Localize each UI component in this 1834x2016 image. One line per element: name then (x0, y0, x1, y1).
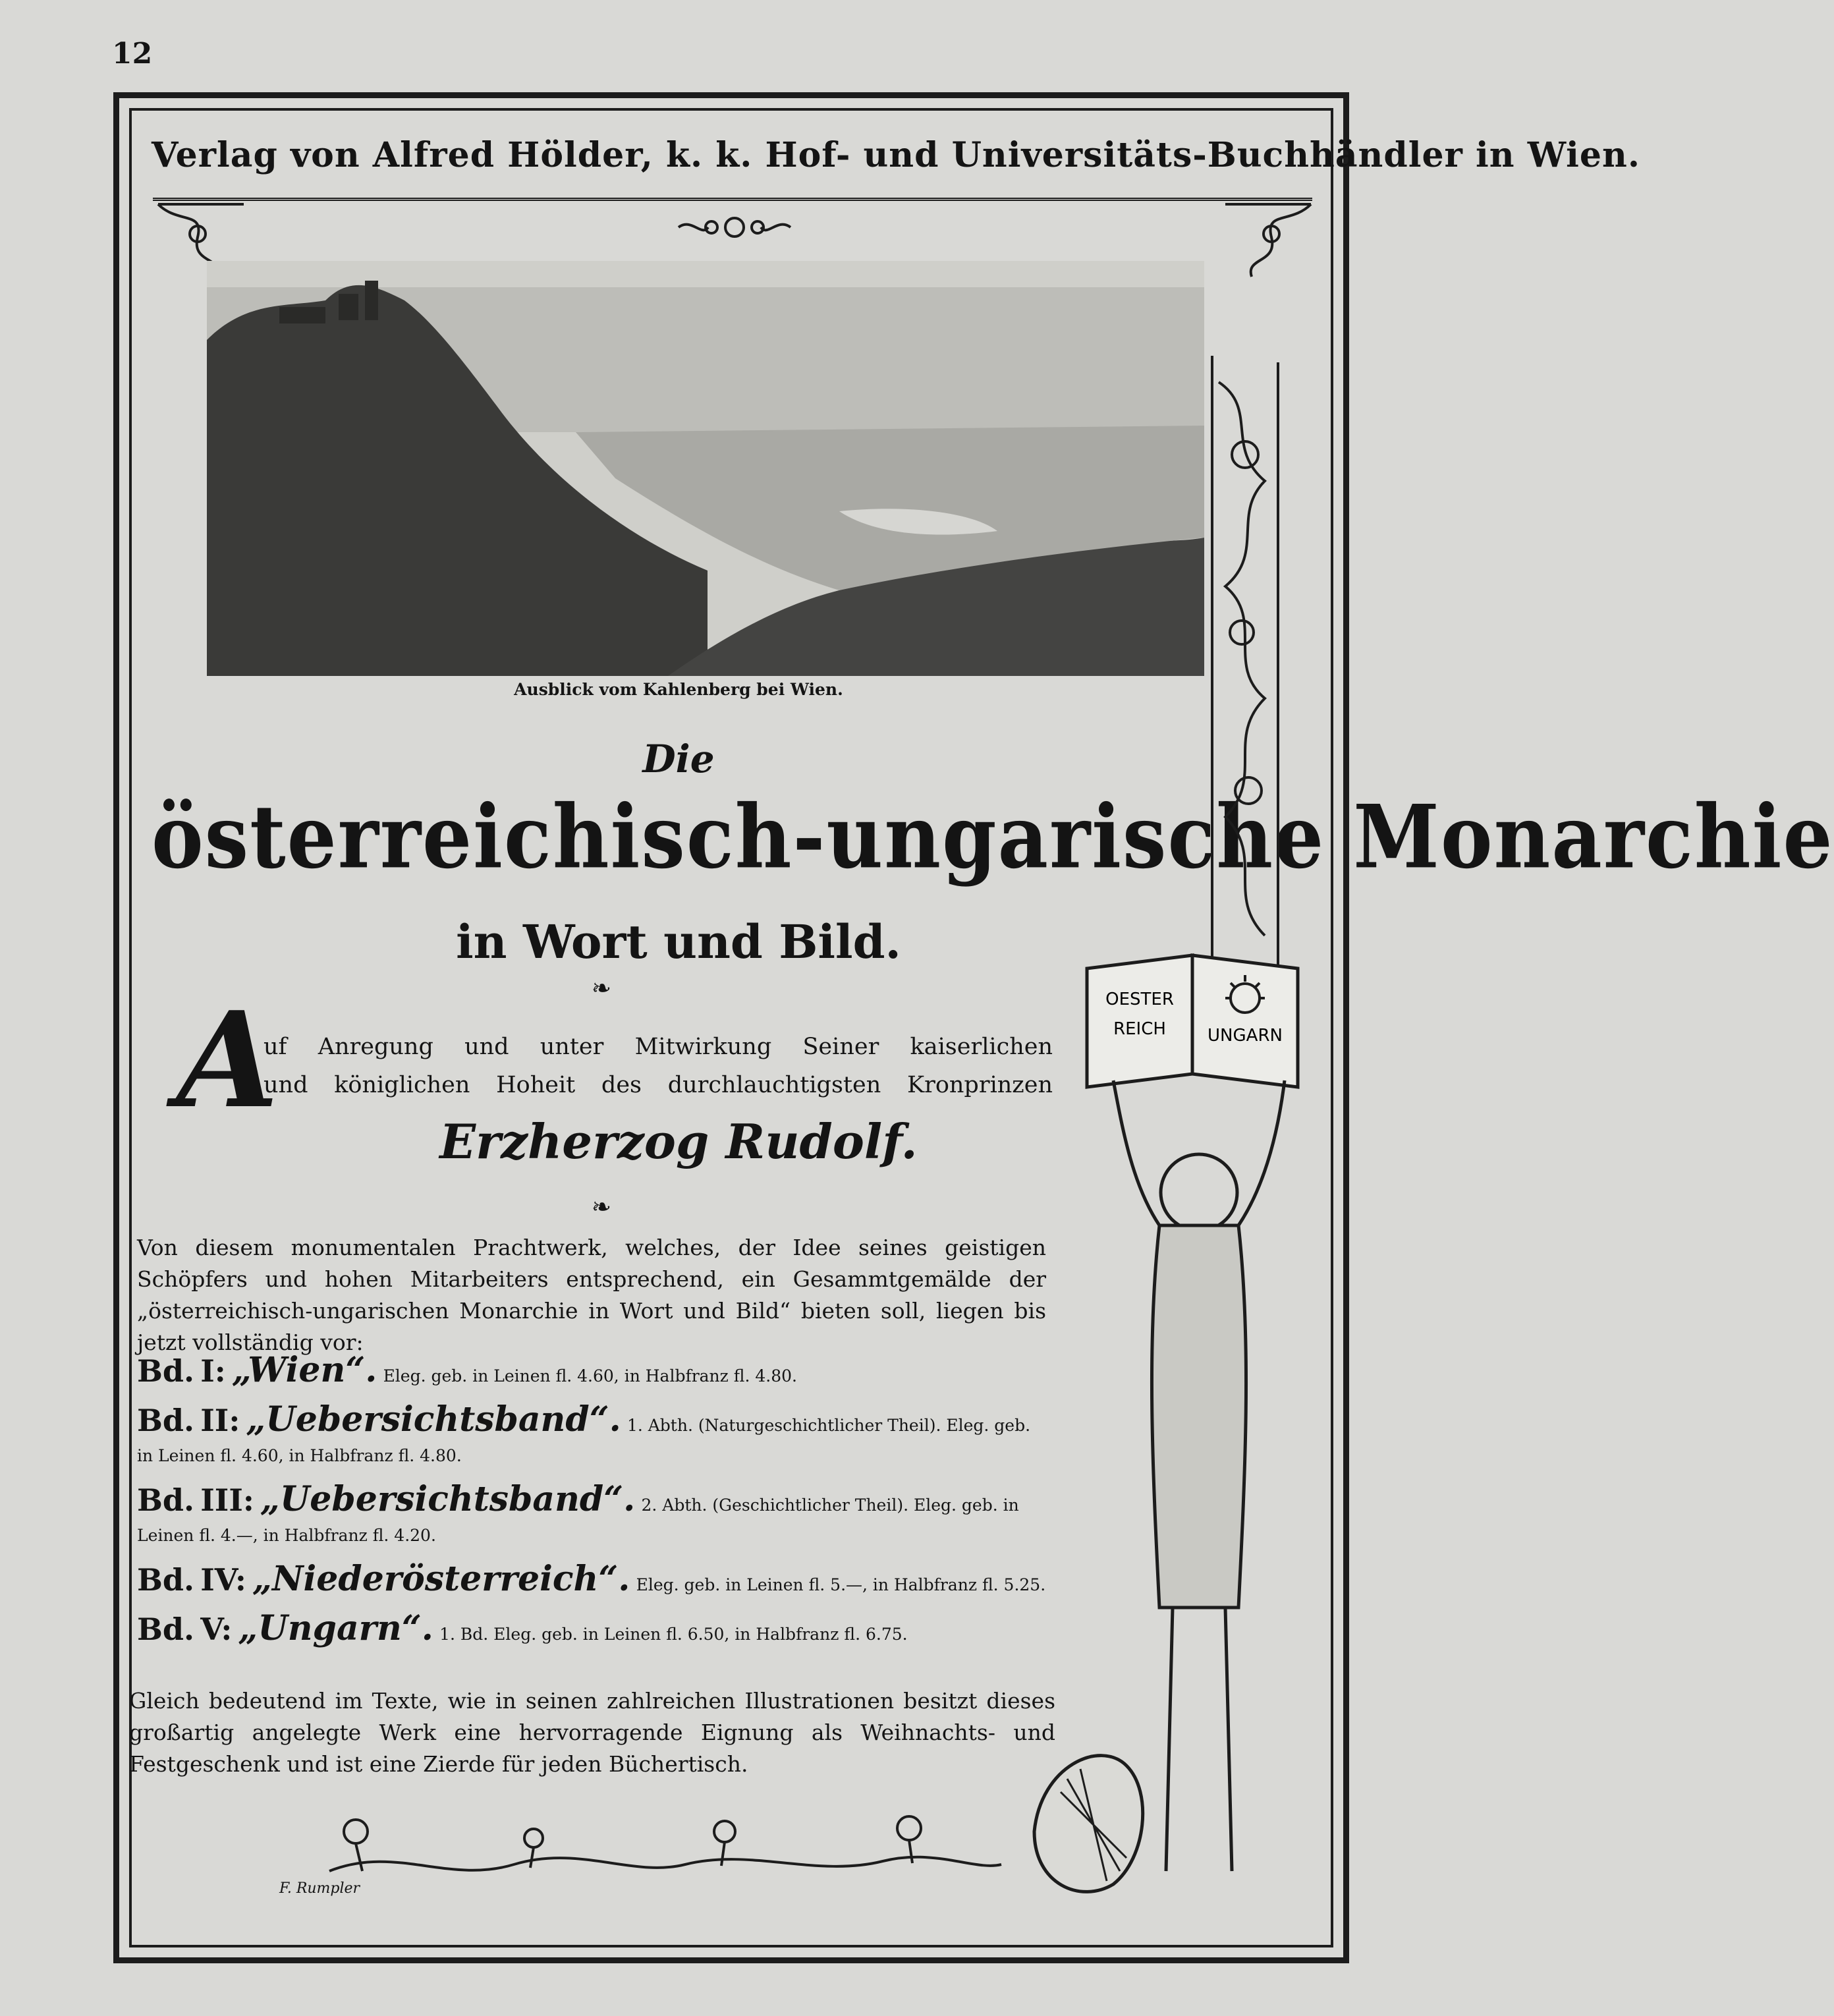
volume-details: 1. Bd. Eleg. geb. in Leinen fl. 6.50, in Halbfranz fl. 6.75. (439, 1625, 908, 1644)
landscape-illustration (207, 261, 1204, 676)
publisher-line: Verlag von Alfred Hölder, k. k. Hof- und Universitäts-Buchhändler in Wien. (152, 135, 1640, 175)
center-ornament-icon (679, 218, 791, 237)
closing-paragraph: Gleich bedeutend im Texte, wie in seinen zahlreichen Illustrationen besitzt dieses großartig angelegte Werk eine hervorragende Eignung als Weihnachts- und Festgeschenk und ist eine Zierde für jeden Büchertisch. (129, 1688, 1055, 1777)
volume-title: „Uebersichtsband“. (260, 1479, 636, 1519)
volume-list (137, 1350, 1046, 1664)
fleuron-icon: ❧ (591, 1194, 612, 1221)
book-text-right-1: UNGARN (1208, 1026, 1283, 1046)
volume-item (137, 1479, 1046, 1550)
book-text-left-1: OESTER (1105, 990, 1174, 1009)
volume-label: Bd. (137, 1611, 195, 1647)
artist-signature: F. Rumpler (279, 1880, 360, 1897)
volume-title: „Uebersichtsband“. (246, 1399, 621, 1440)
volume-details: Eleg. geb. in Leinen fl. 5.—, in Halbfranz fl. 5.25. (636, 1575, 1046, 1594)
description-paragraph: Von diesem monumentalen Prachtwerk, welches, der Idee seines geistigen Schöpfers und hohen Mitarbeiters entsprechend, ein Gesammtgemälde der „österreichisch-ungarischen Monarchie in Wort und Bild“ bieten soll, liegen bis jetzt vollständig vor: (137, 1235, 1046, 1355)
volume-details: Eleg. geb. in Leinen fl. 4.60, in Halbfranz fl. 4.80. (383, 1366, 797, 1386)
volume-details: 1. Abth. (Naturgeschichtlicher Theil). Eleg. geb. in Leinen fl. 4.60, in Halbfranz fl. 4.80. (137, 1416, 1031, 1465)
illustration-caption: Ausblick vom Kahlenberg bei Wien. (514, 680, 843, 699)
title-subtitle: in Wort und Bild. (456, 914, 901, 969)
volume-numeral: II: (200, 1403, 240, 1438)
volume-item (137, 1608, 1046, 1649)
title-article: Die (642, 737, 715, 781)
volume-details: 2. Abth. (Geschichtlicher Theil). Eleg. geb. in Leinen fl. 4.—, in Halbfranz fl. 4.20. (137, 1496, 1019, 1545)
volume-numeral: I: (200, 1353, 226, 1389)
volume-label: Bd. (137, 1403, 195, 1438)
volume-title: „Ungarn“. (238, 1608, 433, 1648)
intro-text (264, 1028, 1053, 1104)
kahlenberg-view-icon (207, 261, 1204, 676)
volume-numeral: III: (200, 1482, 254, 1518)
volume-item (137, 1399, 1046, 1470)
fleuron-icon: ❧ (591, 975, 612, 1002)
volume-title: „Niederösterreich“. (252, 1559, 630, 1599)
volume-item (137, 1350, 1046, 1391)
allegorical-figure-icon (1061, 356, 1324, 1937)
volume-title: „Wien“. (232, 1350, 377, 1390)
volume-numeral: IV: (200, 1562, 246, 1598)
intro-line-1: uf Anregung und unter Mitwirkung Seiner kaiserlichen (264, 1034, 1053, 1060)
corner-ornament-right-icon (1225, 204, 1311, 277)
allegorical-figure (1061, 356, 1324, 1937)
book-text-left-2: REICH (1113, 1019, 1166, 1039)
main-title: österreichisch-ungarische Monarchie (152, 785, 1834, 888)
dropcap-letter: A (177, 983, 279, 1138)
intro-line-2: und königlichen Hoheit des durchlauchtigsten Kronprinzen (264, 1072, 1053, 1098)
volume-numeral: V: (200, 1611, 233, 1647)
archduke-name: Erzherzog Rudolf. (439, 1113, 918, 1169)
volume-label: Bd. (137, 1353, 195, 1389)
volume-item (137, 1559, 1046, 1600)
volume-label: Bd. (137, 1562, 195, 1598)
volume-label: Bd. (137, 1482, 195, 1518)
page-number: 12 (112, 37, 153, 70)
floral-footer-ornament-icon (316, 1792, 1008, 1891)
